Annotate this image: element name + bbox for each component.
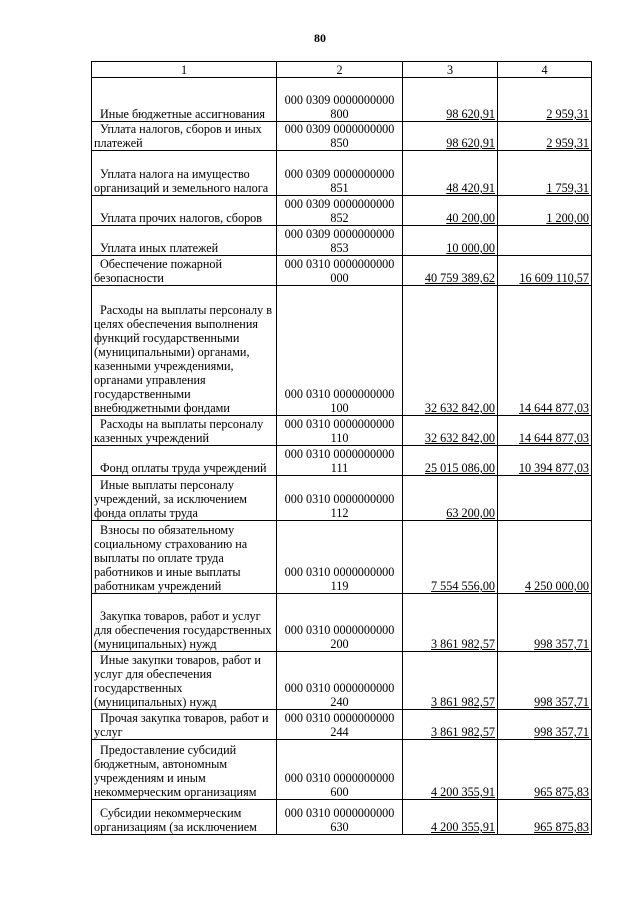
row-code-cell: 000 0309 0000000000 850: [277, 122, 403, 151]
row-col4-value: 1 759,31: [498, 151, 592, 196]
row-name-cell: Обеспечение пожарной безопасности: [92, 256, 277, 286]
row-col3-value: 25 015 086,00: [403, 446, 498, 476]
row-col4-value: 1 200,00: [498, 196, 592, 226]
row-name-cell: Иные выплаты персоналу учреждений, за исключением фонда оплаты труда: [92, 476, 277, 521]
table-row: [92, 521, 592, 594]
row-col3-value: 32 632 842,00: [403, 286, 498, 416]
column-header-3: 3: [403, 62, 498, 78]
row-col3-value: 63 200,00: [403, 476, 498, 521]
row-name-cell: Взносы по обязательному социальному страхованию на выплаты по оплате труда работников и иные выплаты работникам учреждений: [92, 521, 277, 594]
row-col4-value: 965 875,83: [498, 800, 592, 835]
budget-table: [91, 61, 592, 835]
row-col3-value: 32 632 842,00: [403, 416, 498, 446]
row-name-cell: Закупка товаров, работ и услуг для обеспечения государственных (муниципальных) нужд: [92, 594, 277, 652]
table-row: [92, 740, 592, 800]
row-name-cell: Уплата иных платежей: [92, 226, 277, 256]
table-row: [92, 286, 592, 416]
row-code-cell: 000 0310 0000000000 630: [277, 800, 403, 835]
table-row: [92, 151, 592, 196]
row-name-cell: Расходы на выплаты персоналу казенных учреждений: [92, 416, 277, 446]
row-col3-value: 7 554 556,00: [403, 521, 498, 594]
row-col3-value: 48 420,91: [403, 151, 498, 196]
row-code-cell: 000 0309 0000000000 853: [277, 226, 403, 256]
row-code-cell: 000 0310 0000000000 600: [277, 740, 403, 800]
row-col4-value: [498, 476, 592, 521]
row-col4-value: 2 959,31: [498, 78, 592, 122]
row-name-cell: Уплата налогов, сборов и иных платежей: [92, 122, 277, 151]
table-row: [92, 446, 592, 476]
row-code-cell: 000 0310 0000000000 200: [277, 594, 403, 652]
table-row: [92, 800, 592, 835]
row-col3-value: 40 200,00: [403, 196, 498, 226]
row-col3-value: 3 861 982,57: [403, 710, 498, 740]
row-name-cell: Иные закупки товаров, работ и услуг для обеспечения государственных (муниципальных) нужд: [92, 652, 277, 710]
table-row: [92, 78, 592, 122]
row-code-cell: 000 0310 0000000000 000: [277, 256, 403, 286]
row-col3-value: 10 000,00: [403, 226, 498, 256]
row-name-cell: Уплата налога на имущество организаций и земельного налога: [92, 151, 277, 196]
table-row: [92, 710, 592, 740]
table-row: [92, 594, 592, 652]
row-col4-value: 998 357,71: [498, 710, 592, 740]
row-col4-value: 10 394 877,03: [498, 446, 592, 476]
page-number: 80: [314, 31, 326, 45]
row-col4-value: 16 609 110,57: [498, 256, 592, 286]
row-code-cell: 000 0310 0000000000 119: [277, 521, 403, 594]
row-col3-value: 3 861 982,57: [403, 594, 498, 652]
row-col4-value: [498, 226, 592, 256]
row-name-cell: Уплата прочих налогов, сборов: [92, 196, 277, 226]
table-row: [92, 196, 592, 226]
row-name-cell: Расходы на выплаты персоналу в целях обеспечения выполнения функций государственными (муниципальными) органами, казенными учреждениями, органами управления государственными внебюджетными фондами: [92, 286, 277, 416]
column-header-2: 2: [277, 62, 403, 78]
column-header-4: 4: [498, 62, 592, 78]
row-code-cell: 000 0310 0000000000 112: [277, 476, 403, 521]
row-col3-value: 98 620,91: [403, 78, 498, 122]
row-col3-value: 40 759 389,62: [403, 256, 498, 286]
table-row: [92, 416, 592, 446]
table-row: [92, 652, 592, 710]
row-col4-value: 998 357,71: [498, 594, 592, 652]
row-code-cell: 000 0310 0000000000 110: [277, 416, 403, 446]
row-code-cell: 000 0310 0000000000 100: [277, 286, 403, 416]
row-code-cell: 000 0310 0000000000 111: [277, 446, 403, 476]
table-row: [92, 122, 592, 151]
row-code-cell: 000 0309 0000000000 800: [277, 78, 403, 122]
row-col4-value: 2 959,31: [498, 122, 592, 151]
row-col4-value: 998 357,71: [498, 652, 592, 710]
row-code-cell: 000 0310 0000000000 244: [277, 710, 403, 740]
row-col4-value: 965 875,83: [498, 740, 592, 800]
table-header-row: [92, 62, 592, 78]
table-row: [92, 256, 592, 286]
row-code-cell: 000 0309 0000000000 851: [277, 151, 403, 196]
row-col3-value: 98 620,91: [403, 122, 498, 151]
row-col4-value: 14 644 877,03: [498, 286, 592, 416]
row-name-cell: Предоставление субсидий бюджетным, автономным учреждениям и иным некоммерческим организациям: [92, 740, 277, 800]
table-row: [92, 476, 592, 521]
table-row: [92, 226, 592, 256]
row-name-cell: Фонд оплаты труда учреждений: [92, 446, 277, 476]
row-col3-value: 3 861 982,57: [403, 652, 498, 710]
row-code-cell: 000 0310 0000000000 240: [277, 652, 403, 710]
row-name-cell: Субсидии некоммерческим организациям (за исключением: [92, 800, 277, 835]
row-col4-value: 14 644 877,03: [498, 416, 592, 446]
row-name-cell: Иные бюджетные ассигнования: [92, 78, 277, 122]
row-col3-value: 4 200 355,91: [403, 740, 498, 800]
row-col4-value: 4 250 000,00: [498, 521, 592, 594]
row-code-cell: 000 0309 0000000000 852: [277, 196, 403, 226]
column-header-1: 1: [92, 62, 277, 78]
row-name-cell: Прочая закупка товаров, работ и услуг: [92, 710, 277, 740]
row-col3-value: 4 200 355,91: [403, 800, 498, 835]
